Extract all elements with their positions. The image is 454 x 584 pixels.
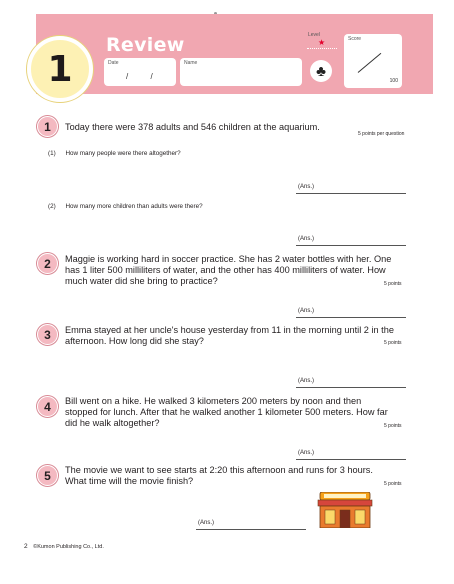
question-number-5: 5 xyxy=(37,465,58,486)
answer-line-3[interactable] xyxy=(296,378,406,388)
answer-label: (Ans.) xyxy=(298,378,315,384)
answer-line-2[interactable] xyxy=(296,308,406,318)
score-field[interactable] xyxy=(344,34,402,88)
answer-label: (Ans.) xyxy=(298,450,315,456)
question-4-text: Bill went on a hike. He walked 3 kilometers 200 meters by noon and then stopped for lunch. After that he walked another 1 kilometer 500 meters. How far did he walk altogether? xyxy=(65,396,388,428)
page-title: Review xyxy=(106,34,185,56)
name-field[interactable] xyxy=(180,58,302,86)
answer-line-5[interactable] xyxy=(196,520,306,530)
subquestion-text: How many people were there altogether? xyxy=(65,150,181,157)
date-field[interactable] xyxy=(104,58,176,86)
question-1-text: Today there were 378 adults and 546 children at the aquarium. xyxy=(65,122,320,132)
question-3-points: 5 points xyxy=(384,340,402,346)
question-5-points: 5 points xyxy=(384,481,402,487)
answer-label: (Ans.) xyxy=(298,308,315,314)
question-4-points: 5 points xyxy=(384,423,402,429)
subquestion-1-2 xyxy=(48,203,203,210)
level-label: Level xyxy=(308,32,320,38)
answer-line-1-2[interactable] xyxy=(296,236,406,246)
question-2-text: Maggie is working hard in soccer practice. She has 2 water bottles with her. One has 1 liter 500 milliliters of water, and the other has 400 milliliters of water. How much water did she bring to practice? xyxy=(65,254,392,286)
question-number-1: 1 xyxy=(37,116,58,137)
question-3-text: Emma stayed at her uncle's house yesterday from 11 in the morning until 2 in the afternoon. How long did she stay? xyxy=(65,325,394,346)
subquestion-1-1 xyxy=(48,150,181,157)
copyright: ©Kumon Publishing Co., Ltd. xyxy=(33,544,104,550)
score-label: Score xyxy=(348,36,362,42)
club-icon: ♣ xyxy=(310,60,332,82)
lesson-number-badge: 1 xyxy=(27,36,93,102)
subquestion-text: How many more children than adults were there? xyxy=(65,203,203,210)
question-number-4: 4 xyxy=(37,396,58,417)
question-2-points: 5 points xyxy=(384,281,402,287)
page-number: 2 xyxy=(24,543,28,550)
answer-label: (Ans.) xyxy=(298,236,315,242)
movie-theater-icon xyxy=(316,492,374,528)
answer-label: (Ans.) xyxy=(198,520,215,526)
date-label: Date xyxy=(108,60,119,66)
level-divider xyxy=(307,48,337,49)
score-total: 100 xyxy=(389,78,398,84)
question-5-text: The movie we want to see starts at 2:20 this afternoon and runs for 3 hours. What time will the movie finish? xyxy=(65,465,373,486)
name-label: Name xyxy=(184,60,198,66)
page-footer xyxy=(24,543,104,550)
date-slashes: / / xyxy=(126,72,163,81)
subquestion-tag: (1) xyxy=(48,150,56,157)
star-icon: ★ xyxy=(318,38,326,47)
question-number-3: 3 xyxy=(37,324,58,345)
score-slash xyxy=(358,53,382,73)
answer-label: (Ans.) xyxy=(298,184,315,190)
subquestion-tag: (2) xyxy=(48,203,56,210)
question-1-points: 5 points per question xyxy=(358,131,405,137)
question-number-2: 2 xyxy=(37,253,58,274)
answer-line-4[interactable] xyxy=(296,450,406,460)
answer-line-1-1[interactable] xyxy=(296,184,406,194)
